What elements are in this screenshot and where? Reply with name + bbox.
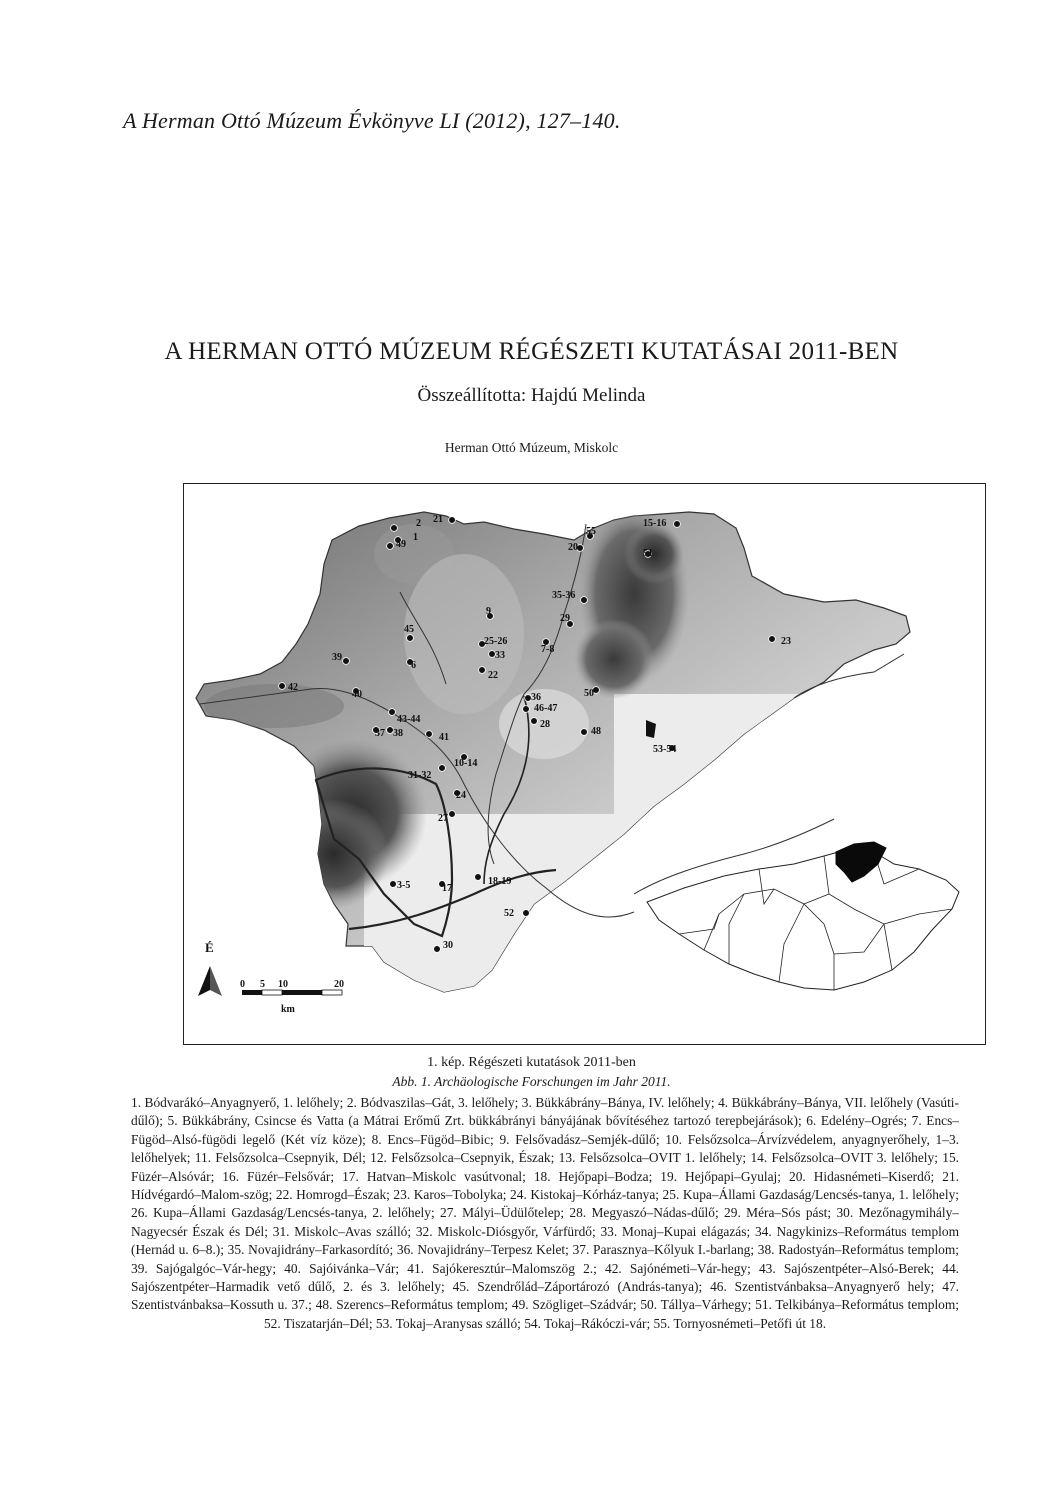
site-dot-s1819 (475, 874, 482, 881)
site-label-s3536: 35-36 (552, 590, 576, 601)
county-map (184, 484, 986, 1045)
site-label-s55: 55 (586, 526, 596, 537)
scale-unit: km (281, 1004, 295, 1015)
hungary-inset-map (647, 849, 959, 990)
site-dot-s52 (523, 910, 530, 917)
site-label-s50: 50 (584, 688, 594, 699)
site-dot-s3132 (439, 765, 446, 772)
site-label-s48: 48 (591, 726, 601, 737)
site-dot-s41 (426, 731, 433, 738)
site-dot-s49 (387, 543, 394, 550)
site-label-s17: 17 (442, 883, 452, 894)
site-label-s30: 30 (443, 940, 453, 951)
site-label-s6: 6 (411, 660, 416, 671)
site-dot-s45 (407, 635, 414, 642)
scale-tick-0: 0 (240, 979, 245, 990)
site-label-s45: 45 (404, 624, 414, 635)
site-label-s22: 22 (488, 670, 498, 681)
site-dot-s3536 (581, 597, 588, 604)
figure-caption-hu: 1. kép. Régészeti kutatások 2011-ben (427, 1055, 636, 1070)
site-label-s39: 39 (332, 652, 342, 663)
borsod-county-highlight (836, 842, 886, 882)
site-dot-s27 (449, 811, 456, 818)
scale-tick-5: 5 (260, 979, 265, 990)
site-label-s1014: 10-14 (454, 758, 478, 769)
site-label-s29: 29 (560, 613, 570, 624)
site-dot-s35 (390, 881, 397, 888)
site-label-s37: 37 (375, 728, 385, 739)
site-label-s51: 51 (643, 548, 653, 559)
site-dot-s21 (449, 517, 456, 524)
affiliation: Herman Ottó Múzeum, Miskolc (444, 440, 619, 455)
site-label-s23: 23 (781, 636, 791, 647)
scale-tick-20: 20 (334, 979, 344, 990)
site-label-s49: 49 (396, 539, 406, 550)
site-label-s35: 3-5 (397, 880, 411, 891)
site-dot-s23 (769, 636, 776, 643)
site-label-s3132: 31-32 (408, 770, 432, 781)
site-dot-s48 (581, 729, 588, 736)
compiler-line: Összeállította: Hajdú Melinda (417, 385, 646, 406)
site-dot-s30 (434, 946, 441, 953)
svg-text:É: É (205, 940, 214, 955)
site-label-s20: 20 (568, 542, 578, 553)
site-dot-s39 (343, 658, 350, 665)
scale-tick-10: 10 (278, 979, 288, 990)
site-label-s36: 36 (531, 692, 541, 703)
site-label-s24: 24 (456, 790, 466, 801)
site-label-s2526: 25-26 (484, 636, 508, 647)
site-label-s42: 42 (288, 682, 298, 693)
north-arrow (198, 940, 222, 996)
site-label-s21: 21 (433, 514, 443, 525)
site-label-s33: 33 (495, 650, 505, 661)
site-dot-s1516 (674, 521, 681, 528)
article-title: A HERMAN OTTÓ MÚZEUM RÉGÉSZETI KUTATÁSAI 2011-BEN (164, 338, 899, 365)
site-dot-s2 (391, 525, 398, 532)
journal-header: A Herman Ottó Múzeum Évkönyve LI (2012), 127–140. (123, 108, 621, 133)
site-label-s27: 27 (438, 813, 448, 824)
site-dot-s4344 (389, 709, 396, 716)
site-label-s41: 41 (439, 732, 449, 743)
site-label-s4647: 46-47 (534, 703, 558, 714)
site-legend: 1. Bódvarákó–Anyagnyerő, 1. lelőhely; 2. Bódvaszilas–Gát, 3. lelőhely; 3. Bükkábrány–Bánya, IV. lelőhely; 4. Bükkábrány–Bánya, VII. lelőhely (Vasúti-dűlő); 5. Bükkábrány, Csincse és Vatta (a Mátrai Erőmű Zrt. bükkábrányi bányájának bővítéséhez tartozó terepbejárások); 6. Edelény–Ogrés; 7. Encs–Fügöd–Alsó-fügödi legelő (Két víz köze); 8. Encs–Fügöd–Bibic; 9. Felsővadász–Semjék-dűlő; 10. Felsőzsolca–Árvízvédelem, anyagnyerőhely, 1–3. lelőhelyek; 11. Felsőzsolca–Csepnyik, Dél; 12. Felsőzsolca–Csepnyik, Észak; 13. Felsőzsolca–OVIT 1. lelőhely; 14. Felsőzsolca–OVIT 3. lelőhely; 15. Füzér–Alsóvár; 16. Füzér–Felsővár; 17. Hatvan–Miskolc vasútvonal; 18. Hejőpapi–Bodza; 19. Hejőpapi–Gyulaj; 20. Hidasnémeti–Kiserdő; 21. Hídvégardó–Malom-szög; 22. Homrogd–Észak; 23. Karos–Tobolyka; 24. Kistokaj–Kórház-tanya; 25. Kupa–Állami Gazdaság/Lencsés-tanya, 1. lelőhely; 26. Kupa–Állami Gazdaság/Lencsés-tanya, 2. lelőhely; 27. Mályi–Üdülőtelep; 28. Megyaszó–Nádas-dűlő; 29. Méra–Sós pást; 30. Mezőnagymihály–Nagyecsér Észak és Dél; 31. Miskolc–Avas szálló; 32. Miskolc-Diósgyőr, Várfürdő; 33. Monaj–Kupai elágazás; 34. Nagykinizs–Református templom (Hernád u. 6–8.); 35. Novajidrány–Farkasordító; 36. Novajidrány–Terpesz Kelet; 37. Parasznya–Kőlyuk I.-barlang; 38. Radostyán–Református templom; 39. Sajógalgóc–Vár-hegy; 40. Sajóivánka–Vár; 41. Sajókeresztúr–Malomszög 2.; 42. Sajónémeti–Vár-hegy; 43. Sajószentpéter–Alsó-Berek; 44. Sajószentpéter–Harmadik vető dűlő, 2. és 3. lelőhely; 45. Szendrőlád–Záportározó (András-tanya); 46. Szentistvánbaksa–Anyagnyerő hely; 47. Szentistvánbaksa–Kossuth u. 37.; 48. Szerencs–Református templom; 49. Szögliget–Szádvár; 50. Tállya–Várhegy; 51. Telkibánya–Református templom; 52. Tiszatarján–Dél; 53. Tokaj–Aranysas szálló; 54. Tokaj–Rákóczi-vár; 55. Tornyosnémeti–Petőfi út 18. (131, 1095, 959, 1331)
site-label-s1: 1 (413, 532, 418, 543)
figure-caption-de: Abb. 1. Archäologische Forschungen im Jahr 2011. (392, 1074, 671, 1089)
site-label-s40: 40 (352, 689, 362, 700)
site-label-s1819: 18-19 (488, 876, 512, 887)
site-dot-s4647 (523, 706, 530, 713)
scale-bar (240, 979, 344, 1015)
site-label-s4344: 43-44 (397, 714, 421, 725)
site-label-s28: 28 (540, 719, 550, 730)
site-dot-s42 (279, 683, 286, 690)
site-label-s2: 2 (416, 518, 421, 529)
site-label-s78: 7-8 (541, 644, 555, 655)
site-label-s9: 9 (486, 606, 491, 617)
site-map-figure (183, 483, 986, 1045)
site-label-s38: 38 (393, 728, 403, 739)
site-dot-s22 (479, 667, 486, 674)
site-label-s5354: 53-54 (653, 744, 677, 755)
site-dot-s28 (531, 718, 538, 725)
site-label-s1516: 15-16 (643, 518, 667, 529)
site-label-s52: 52 (504, 908, 514, 919)
